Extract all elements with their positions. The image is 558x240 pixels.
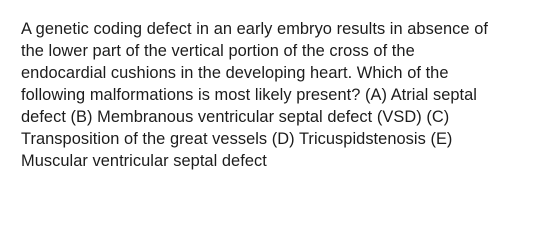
question-line-7: Muscular ventricular septal defect: [21, 152, 267, 170]
question-line-4: following malformations is most likely present? (A) Atrial septal: [21, 86, 477, 104]
question-text: [21, 18, 541, 172]
question-line-2: the lower part of the vertical portion of the cross of the: [21, 42, 415, 60]
question-line-1: A genetic coding defect in an early embryo results in absence of: [21, 20, 488, 38]
question-line-5: defect (B) Membranous ventricular septal defect (VSD) (C): [21, 108, 450, 126]
question-line-3: endocardial cushions in the developing heart. Which of the: [21, 64, 449, 82]
question-line-6: Transposition of the great vessels (D) Tricuspidstenosis (E): [21, 130, 453, 148]
